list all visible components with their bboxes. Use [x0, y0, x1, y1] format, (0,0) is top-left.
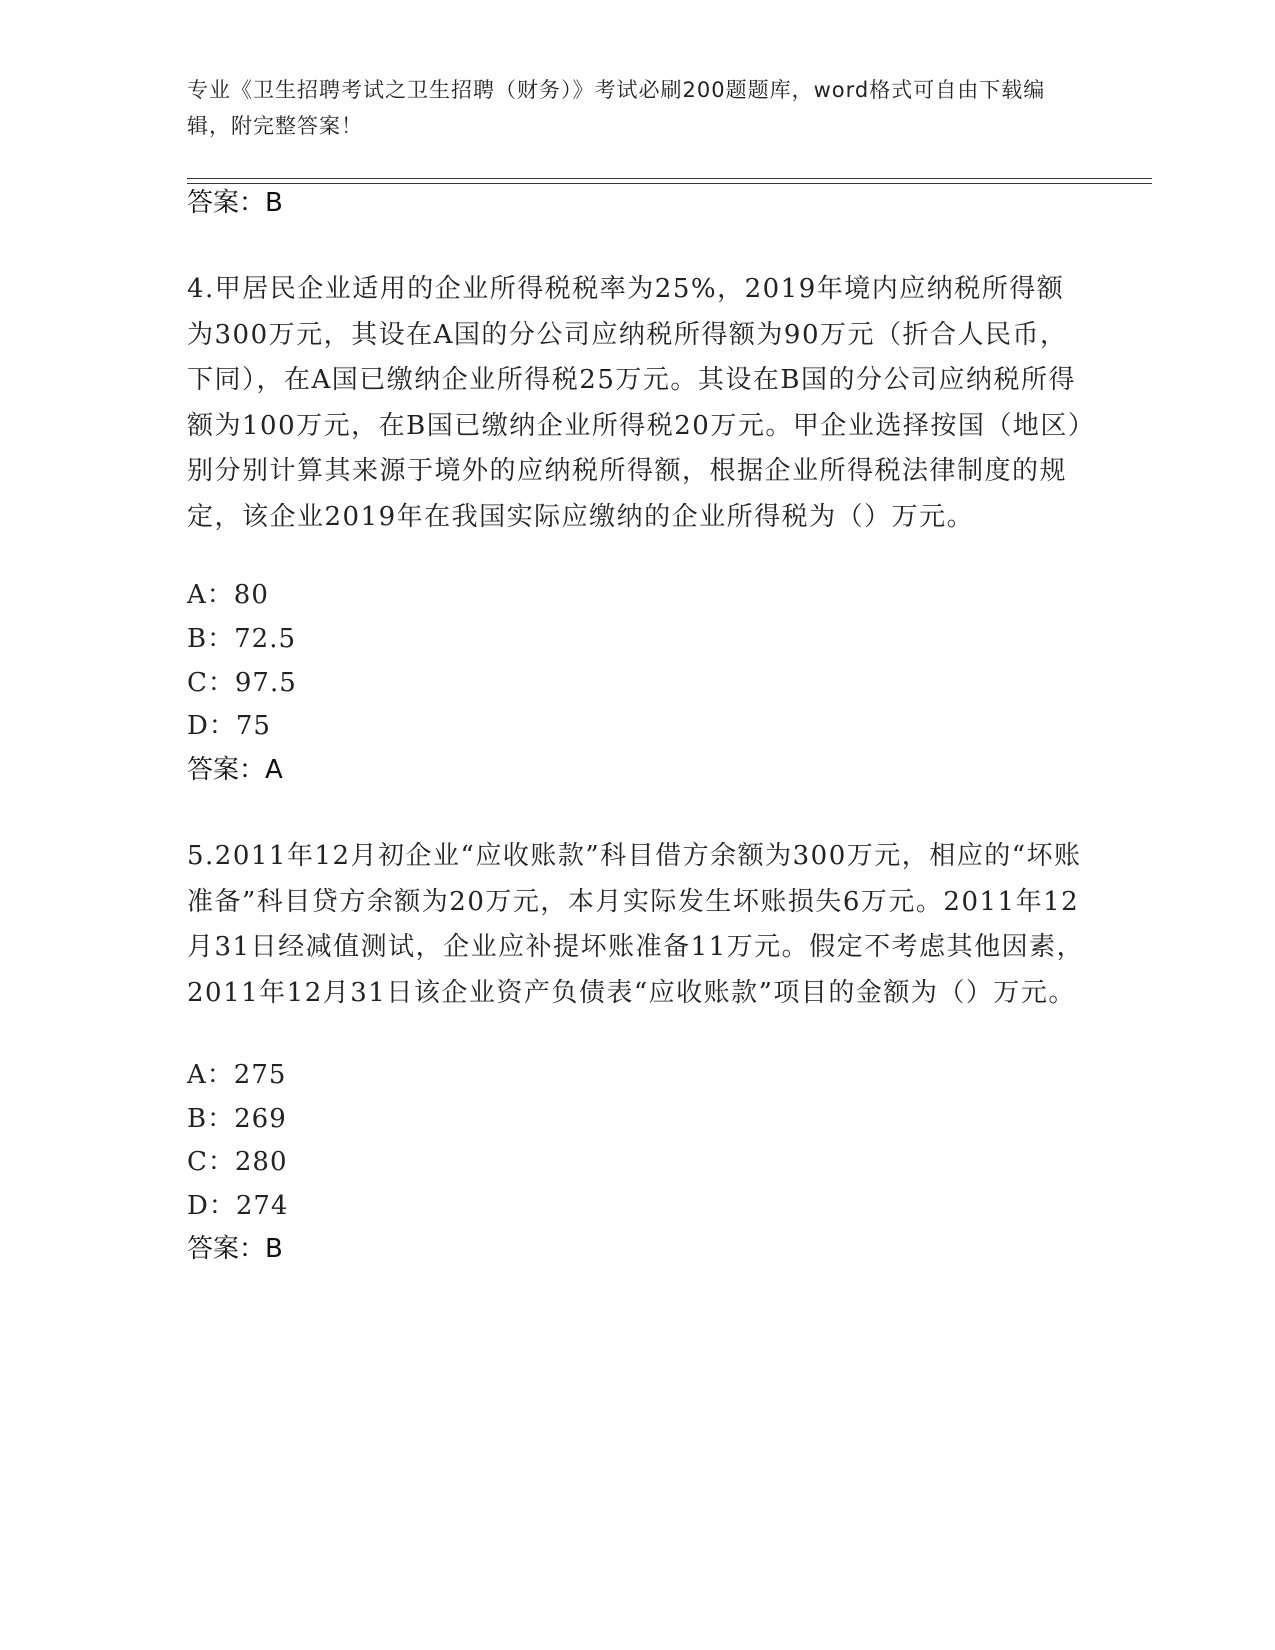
- question-4-option-a: A：80: [187, 580, 269, 610]
- question-4-option-b: B：72.5: [187, 624, 296, 654]
- question-5-text: 5.2011年12月初企业“应收账款”科目借方余额为300万元，相应的“坏账准备”科目贷方余额为20万元，本月实际发生坏账损失6万元。2011年12月31日经减值测试，企业应补提坏账准备11万元。假定不考虑其他因素，2011年12月31日该企业资产负债表“应收账款”项目的金额为（）万元。: [187, 841, 1085, 1008]
- question-4-option-c: C：97.5: [187, 668, 297, 698]
- document-header: 专业《卫生招聘考试之卫生招聘（财务）》考试必刷200题题库，word格式可自由下载编辑，附完整答案！: [187, 78, 1046, 138]
- question-5-option-d: D：274: [187, 1191, 289, 1221]
- question-4-answer: 答案：A: [187, 755, 283, 785]
- question-5-option-b: B：269: [187, 1104, 287, 1134]
- header-rule-top: [187, 178, 1152, 179]
- header-rule-bottom: [187, 183, 1152, 184]
- question-4-option-d: D：75: [187, 711, 271, 741]
- question-4-text: 4.甲居民企业适用的企业所得税税率为25%，2019年境内应纳税所得额为300万元，其设在A国的分公司应纳税所得额为90万元（折合人民币，下同），在A国已缴纳企业所得税25万元。其设在B国的分公司应纳税所得额为100万元，在B国已缴纳企业所得税20万元。甲企业选择按国（地区）别分别计算其来源于境外的应纳税所得额，根据企业所得税法律制度的规定，该企业2019年在我国实际应缴纳的企业所得税为（）万元。: [187, 274, 1083, 532]
- question-5-option-c: C：280: [187, 1147, 288, 1177]
- question-5-option-a: A：275: [187, 1060, 287, 1090]
- answer-label: 答案：B: [187, 188, 283, 218]
- question-5-answer: 答案：B: [187, 1234, 283, 1264]
